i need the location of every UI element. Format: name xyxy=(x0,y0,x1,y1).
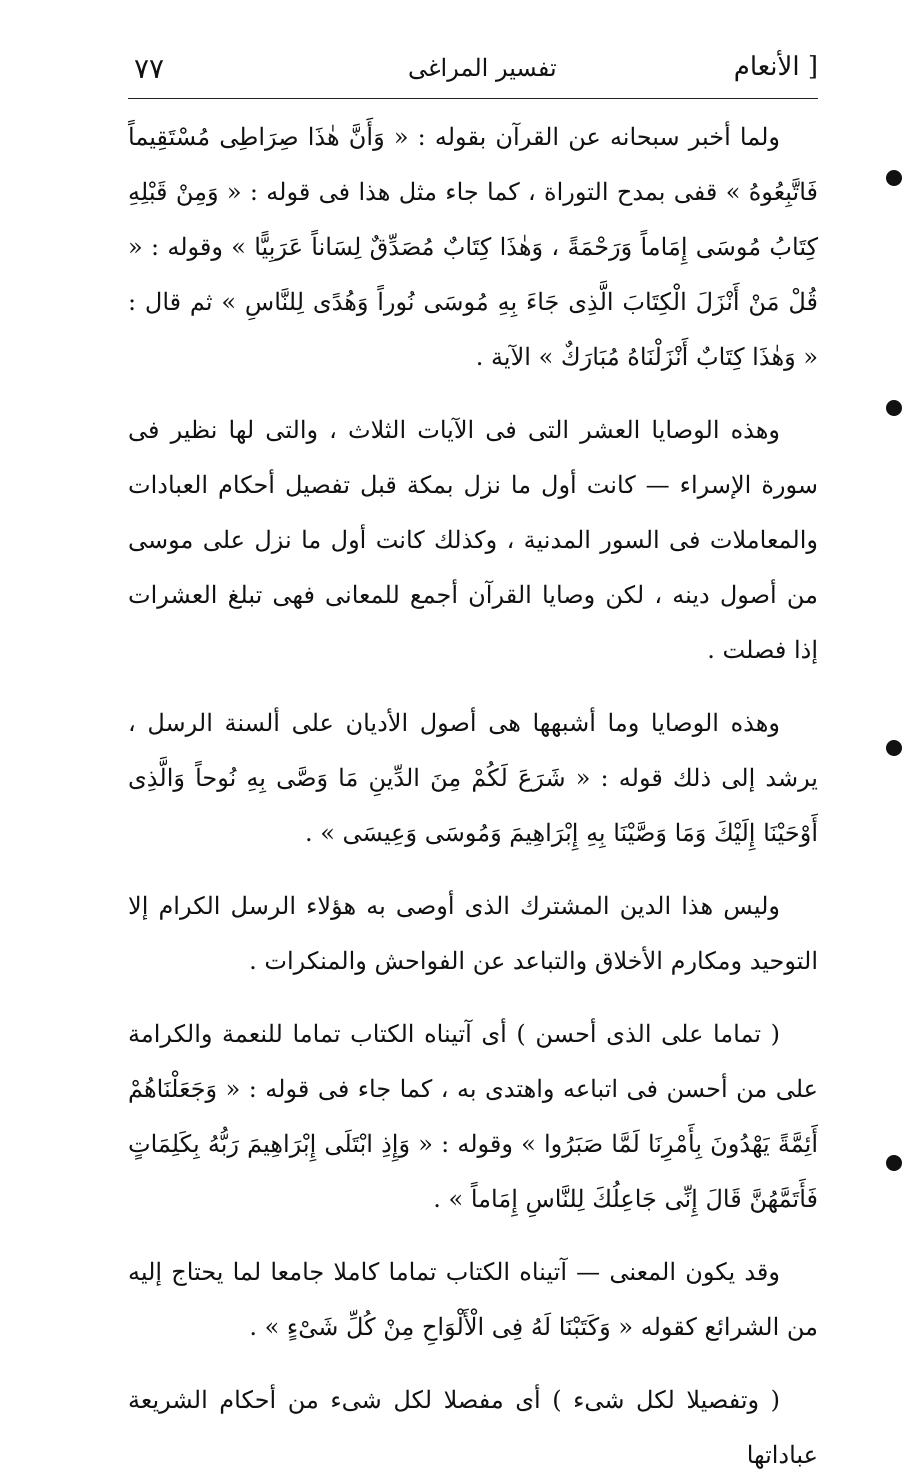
paragraph-3: وهذه الوصايا وما أشبهها هى أصول الأديان على ألسنة الرسل ، يرشد إلى ذلك قوله : « شَرَعَ لَكُمْ مِنَ الدِّينِ مَا وَصَّى بِهِ نُوحاً وَالَّذِى أَوْحَيْنَا إِلَيْكَ وَمَا وَصَّيْنَا بِهِ إِبْرَاهِيمَ وَمُوسَى وَعِيسَى » . xyxy=(128,709,818,847)
paragraph-2: وهذه الوصايا العشر التى فى الآيات الثلاث ، والتى لها نظير فى سورة الإسراء — كانت أول ما نزل بمكة قبل تفصيل أحكام العبادات والمعاملات فى السور المدنية ، وكذلك كانت أول ما نزل على موسى من أصول دينه ، لكن وصايا القرآن أجمع للمعانى فهى تبلغ العشرات إذا فصلت . xyxy=(128,416,818,664)
page-number: ٧٧ xyxy=(134,52,165,85)
book-title: تفسير المراغى xyxy=(408,54,557,82)
binding-hole-mark xyxy=(886,740,902,756)
paragraph-4: وليس هذا الدين المشترك الذى أوصى به هؤلاء الرسل الكرام إلا التوحيد ومكارم الأخلاق والتباعد عن الفواحش والمنكرات . xyxy=(128,892,818,975)
binding-hole-mark xyxy=(886,1155,902,1171)
paragraph-6: وقد يكون المعنى — آتيناه الكتاب تماما كاملا جامعا لما يحتاج إليه من الشرائع كقوله « وَكَتَبْنَا لَهُ فِى الْأَلْوَاحِ مِنْ كُلِّ شَىْءٍ » . xyxy=(128,1258,818,1341)
surah-name: الأنعام ] xyxy=(733,52,818,82)
binding-hole-mark xyxy=(886,170,902,186)
paragraph-5: ( تماما على الذى أحسن ) أى آتيناه الكتاب تماما للنعمة والكرامة على من أحسن فى اتباعه واهتدى به ، كما جاء فى قوله : « وَجَعَلْنَاهُمْ أَئِمَّةً يَهْدُونَ بِأَمْرِنَا لَمَّا صَبَرُوا » وقوله : « وَإِذِ ابْتَلَى إِبْرَاهِيمَ رَبُّهُ بِكَلِمَاتٍ فَأَتَمَّهُنَّ قَالَ إِنِّى جَاعِلُكَ لِلنَّاسِ إِمَاماً » . xyxy=(128,1020,818,1213)
page-body xyxy=(128,110,818,1483)
page-header xyxy=(128,50,818,99)
paragraph-1: ولما أخبر سبحانه عن القرآن بقوله : « وَأَنَّ هٰذَا صِرَاطِى مُسْتَقِيماً فَاتَّبِعُوهُ » قفى بمدح التوراة ، كما جاء مثل هذا فى قوله : « وَمِنْ قَبْلِهِ كِتَابُ مُوسَى إِمَاماً وَرَحْمَةً ، وَهٰذَا كِتَابٌ مُصَدِّقٌ لِسَاناً عَرَبِيًّا » وقوله : « قُلْ مَنْ أَنْزَلَ الْكِتَابَ الَّذِى جَاءَ بِهِ مُوسَى نُوراً وَهُدًى لِلنَّاسِ » ثم قال : « وَهٰذَا كِتَابٌ أَنْزَلْنَاهُ مُبَارَكٌ » الآية . xyxy=(128,123,819,371)
paragraph-7: ( وتفصيلا لكل شىء ) أى مفصلا لكل شىء من أحكام الشريعة عباداتها xyxy=(128,1386,818,1469)
binding-hole-mark xyxy=(886,400,902,416)
